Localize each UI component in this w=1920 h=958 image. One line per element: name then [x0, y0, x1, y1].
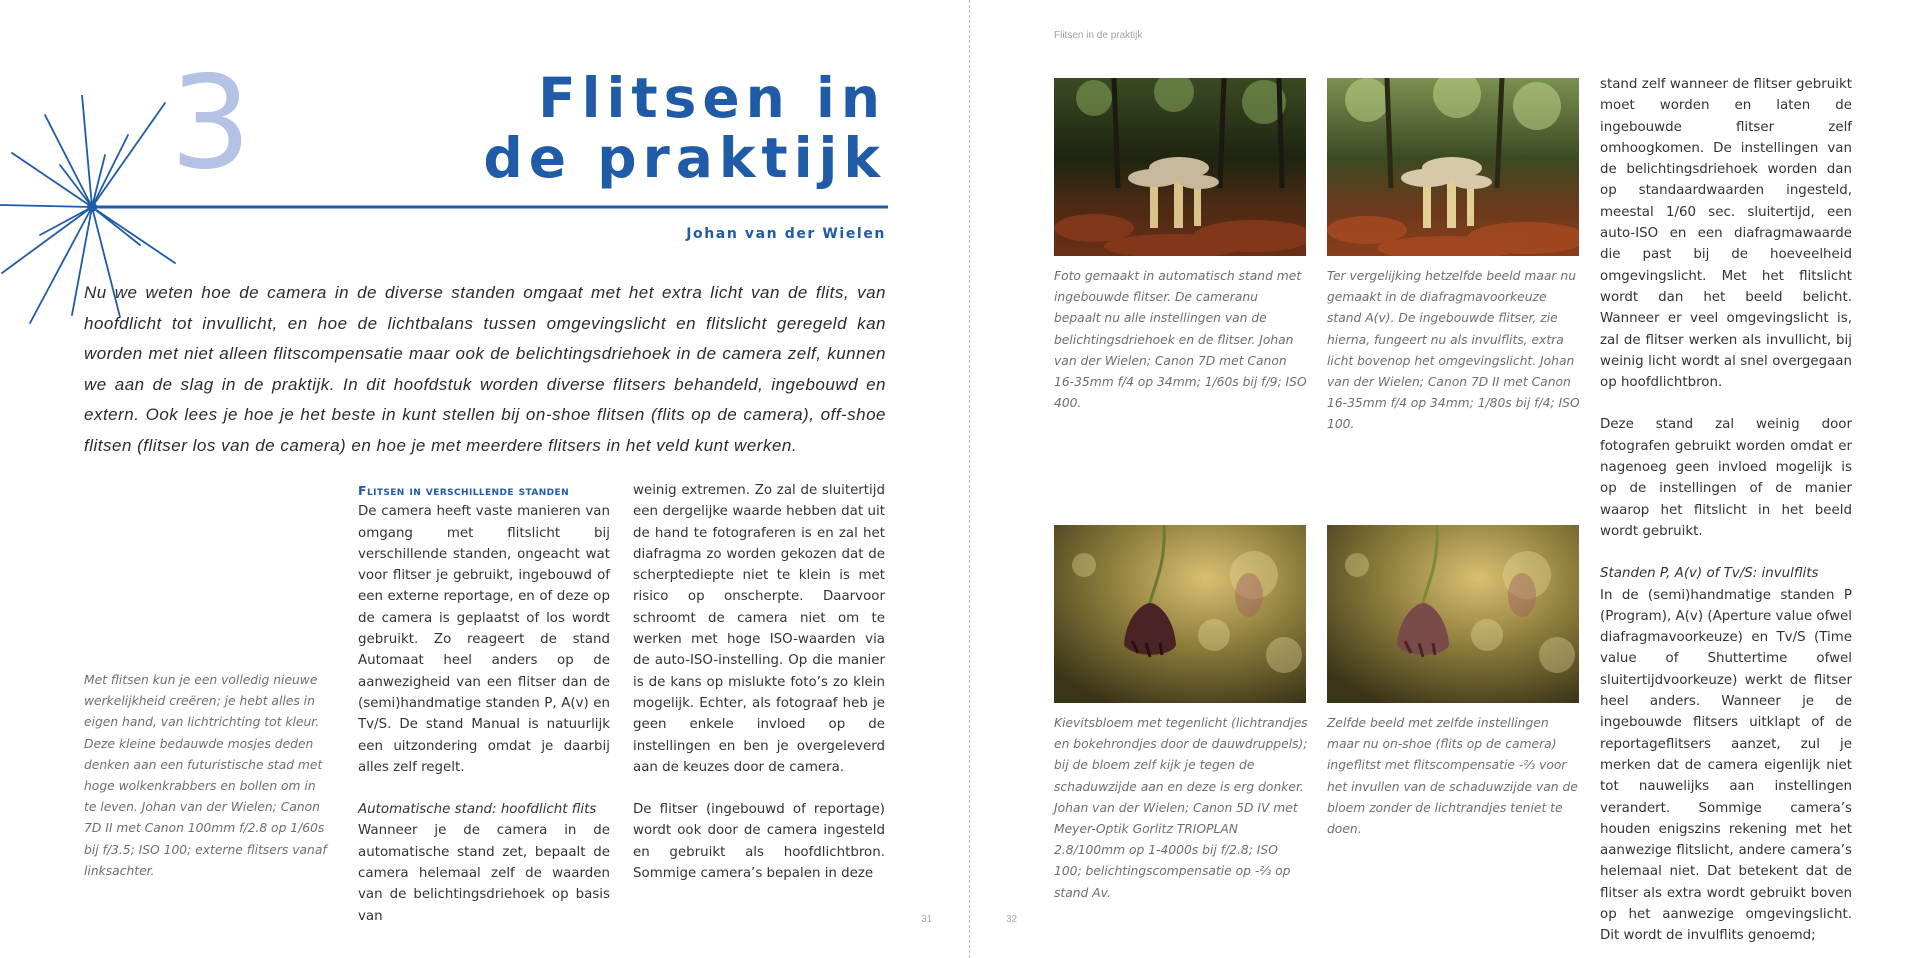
paragraph: In de (semi)handmatige standen P (Program), A(v) (Aperture value ofwel diafragmavoorkeuze) en Tv/S (Time value of Shuttertime ofwel sluitertijdvoorkeuze) werkt de flitser heel anders. Wanneer je de ingebouwde flitsers uitklapt of de reportageflitsers aanzet, zul je merken dat de camera eigenlijk niet tot nauwelijks aan instellingen verandert. Sommige camera’s houden enigszins rekening met het aanwezige flitslicht, andere camera’s helemaal niet. Dat betekent dat de flitser als extra wordt gebruikt boven op het aanwezige omgevingslicht. Dit wordt de invulflits genoemd; [1600, 587, 1852, 944]
paragraph: Wanneer je de camera in de automatische stand zet, bepaalt de camera helemaal zelf de waarden van de belichtingsdriehoek op basis van [358, 823, 610, 924]
left-text-column-1 [358, 480, 610, 927]
running-header: Flitsen in de praktijk [1054, 30, 1143, 41]
left-text-column-2 [633, 480, 885, 884]
page-number-left: 31 [921, 914, 933, 925]
photo-caption-4: Zelfde beeld met zelfde instellingen maar nu on-shoe (flits op de camera) ingeflitst met flitscompensatie -⅔ voor het invullen van de schaduwzijde van de bloem zonder de lichtrandjes teniet te doen. [1327, 716, 1578, 837]
page-gutter [969, 0, 970, 958]
subheading: Automatische stand: hoofdlicht flits [358, 802, 597, 818]
photo-caption-3: Kievitsbloem met tegenlicht (lichtrandjes en bokehrondjes door de dauwdruppels); bij de bloem zelf kijk je tegen de schaduwzijde aan en deze is erg donker. Johan van der Wielen; Canon 5D IV met Meyer-Optik Gorlitz TRIOPLAN 2.8/100mm op 1-4000s bij f/2.8; ISO 100; belichtingscompensatie op -⅔ op stand Av. [1054, 716, 1308, 900]
photo-caption-2: Ter vergelijking hetzelfde beeld maar nu gemaakt in de diafragmavoorkeuze stand A(v). De ingebouwde flitser, zie hierna, fungeert nu als invulflits, extra licht bovenop het omgevingslicht. Johan van der Wielen; Canon 7D II met Canon 16-35mm f/4 op 34mm; 1/80s bij f/4; ISO 100. [1327, 269, 1580, 432]
chapter-title [483, 68, 886, 188]
paragraph: stand zelf wanneer de flitser gebruikt moet worden en laten de ingebouwde flitser zelf omhoogkomen. De instellingen van de belichtingsdriehoek worden dan op standaardwaarden ingesteld, meestal 1/60 sec. sluitertijd, een auto-ISO en een diafragmawaarde die past bij de hoeveelheid omgevingslicht. Met het flitslicht wordt dan het beeld belicht. Wanneer er veel omgevingslicht is, zal de flitser werken als invullicht, bij weinig licht wordt al snel overgegaan op hoofdlichtbron. [1600, 77, 1852, 391]
photo-mushroom-automatic [1054, 78, 1306, 256]
photo-caption-1: Foto gemaakt in automatisch stand met ingebouwde flitser. De cameranu bepaalt nu alle instellingen van de belichtingsdriehoek en de flitser. Johan van der Wielen; Canon 7D met Canon 16-35mm f/4 op 34mm; 1/60s bij f/9; ISO 400. [1054, 269, 1307, 411]
chapter-title-line-1: Flitsen in [538, 66, 886, 130]
right-text-column [1600, 74, 1852, 947]
chapter-intro: Nu we weten hoe de camera in de diverse standen omgaat met het extra licht van de flits, van hoofdlicht tot invullicht, en hoe de lichtbalans tussen omgevingslicht en flitslicht geregeld kan worden met niet alleen flitscompensatie maar ook de belichtingsdriehoek in de camera zelf, kunnen we aan de slag in de praktijk. In dit hoofdstuk worden diverse flitsers behandeld, ingebouwd en extern. Ook lees je hoe je het beste in kunt stellen bij on-shoe flitsen (flits op de camera), off-shoe flitsen (flitser los van de camera) en hoe je met meerdere flitsers in het veld kunt werken. [84, 283, 886, 455]
chapter-title-line-2: de praktijk [483, 126, 886, 190]
page-number-right: 32 [1006, 914, 1018, 925]
paragraph: De camera heeft vaste manieren van omgang met flitslicht bij verschillende standen, ongeacht wat voor flitser je gebruikt, ingebouwd of een externe reportage, en of deze op de camera is geplaatst of los wordt gebruikt. Zo reageert de stand Automaat heel anders op de aanwezigheid van een flitser dan de (semi)handmatige standen P, A(v) en Tv/S. De stand Manual is natuurlijk een uitzondering omdat je daarbij alles zelf regelt. [358, 504, 610, 775]
subheading: Standen P, A(v) of Tv/S: invulflits [1600, 566, 1819, 582]
chapter-number: 3 [170, 49, 252, 198]
section-heading: Flitsen in verschillende standen [358, 483, 570, 498]
side-photo-caption: Met flitsen kun je een volledig nieuwe werkelijkheid creëren; je hebt alles in eigen hand, van lichtrichting tot kleur. Deze kleine bedauwde mosjes deden denken aan een futuristische stad met hoge wolkenkrabbers en bollen om in te leven. Johan van der Wielen; Canon 7D II met Canon 100mm f/2.8 op 1/60s bij f/3.5; ISO 100; externe flitsers vanaf linksachter. [84, 673, 327, 878]
paragraph: De flitser (ingebouwd of reportage) wordt ook door de camera ingesteld en gebruikt als hoofdlichtbron. Sommige camera’s bepalen in deze [633, 802, 885, 882]
photo-fritillary-fill-flash [1327, 525, 1579, 703]
chapter-author: Johan van der Wielen [686, 226, 886, 242]
photo-fritillary-backlight [1054, 525, 1306, 703]
paragraph: Deze stand zal weinig door fotografen gebruikt worden omdat er nagenoeg geen invloed mogelijk is op de instellingen of de manier waarop het flitslicht in het beeld wordt gebruikt. [1600, 417, 1852, 539]
paragraph: weinig extremen. Zo zal de sluitertijd een dergelijke waarde hebben dat uit de hand te fotograferen is en zal het diafragma zo worden gekozen dat de scherptediepte niet te klein is met risico op onscherpte. Daarvoor schroomt de camera niet om te werken met hoge ISO-waarden via de auto-ISO-instelling. Op die manier is de kans op mislukte foto’s zo klein mogelijk. Echter, als fotograaf heb je geen enkele invloed op de instellingen en ben je overgeleverd aan de keuzes door de camera. [633, 483, 885, 775]
photo-mushroom-aperture-priority [1327, 78, 1579, 256]
